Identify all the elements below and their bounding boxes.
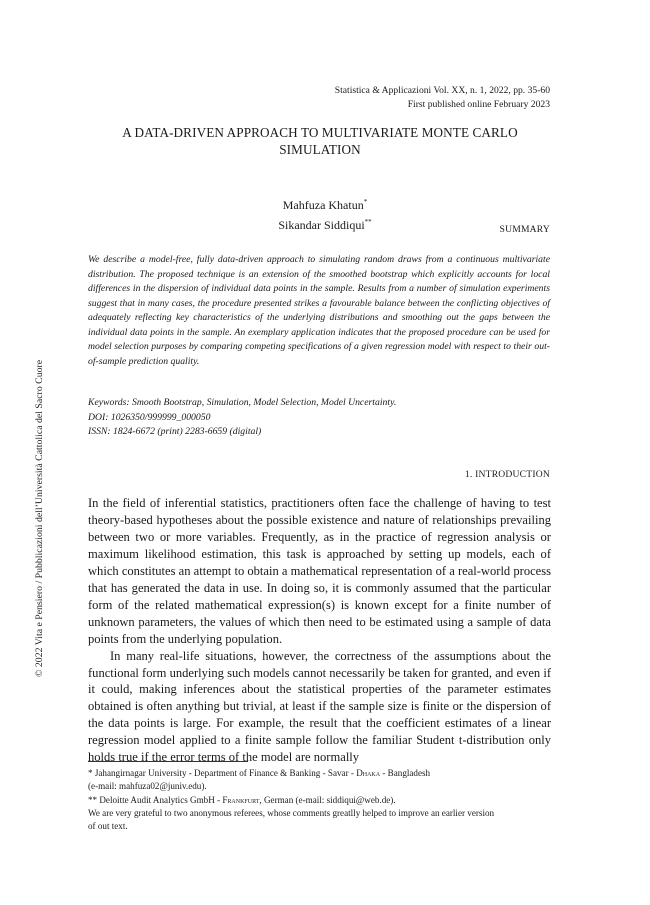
author-name: Mahfuza Khatun bbox=[282, 198, 364, 212]
city-name: Dhaka bbox=[356, 768, 381, 778]
introduction-body bbox=[88, 495, 551, 766]
keywords: Keywords: Smooth Bootstrap, Simulation, Model Selection, Model Uncertainty. bbox=[88, 397, 397, 408]
acknowledgement-continued: of out text. bbox=[88, 821, 128, 832]
acknowledgement: We are very grateful to two anonymous referees, whose comments greatlly helped to improve an earlier version bbox=[88, 807, 495, 818]
summary-heading: SUMMARY bbox=[499, 224, 550, 235]
journal-info bbox=[335, 84, 550, 111]
publication-date: First published online February 2023 bbox=[407, 98, 550, 110]
copyright-notice: © 2022 Vita e Pensiero / Pubblicazioni dell’Università Cattolica del Sacro Cuore bbox=[34, 359, 45, 677]
footnote-divider bbox=[88, 761, 248, 762]
paper-metadata bbox=[88, 396, 550, 440]
doi: DOI: 1026350/999999_000050 bbox=[88, 411, 211, 423]
footnote-affiliation-1: * Jahangirnagar University - Department of Finance & Banking - Savar - Dhaka - Bangladesh bbox=[88, 768, 431, 778]
city-name: Frankfurt bbox=[222, 794, 260, 805]
issn: ISSN: 1824-6672 (print) 2283-6659 (digital) bbox=[88, 426, 262, 437]
paper-title bbox=[90, 124, 550, 158]
author bbox=[200, 194, 450, 214]
journal-citation: Statistica & Applicazioni Vol. XX, n. 1, 2022, pp. 35-60 bbox=[334, 85, 550, 96]
author bbox=[200, 214, 450, 234]
footnotes bbox=[88, 767, 558, 833]
footnote-email-1: (e-mail: mahfuza02@juniv.edu). bbox=[88, 781, 207, 792]
author-list bbox=[200, 194, 450, 234]
footnote-mark: * bbox=[363, 198, 368, 206]
section-heading: 1. INTRODUCTION bbox=[464, 469, 550, 480]
footnote-mark: ** bbox=[364, 218, 372, 226]
footnote-affiliation-2: ** Deloitte Audit Analytics GmbH - Frankfurt, German (e-mail: siddiqui@web.de). bbox=[88, 794, 396, 805]
abstract-text: We describe a model-free, fully data-driven approach to simulating random draws from a continuous multivariate distribution. The proposed technique is an extension of the smoothed bootstrap which explicitly accounts for local differences in the dispersion of individual data points in the sample. Results from a number of simulation experiments suggest that in many cases, the procedure presented strikes a favourable balance between the conflicting objectives of adequately reflecting key characteristics of the underlying distributions and smoothing out the gaps between the individual data points in the sample. An exemplary application indicates that the proposed procedure can be used for model selection purposes by comparing competing specifications of a given regression model with respect to their out-of-sample prediction quality. bbox=[88, 254, 550, 367]
author-name: Sikandar Siddiqui bbox=[278, 218, 365, 232]
title-line-1: A DATA-DRIVEN APPROACH TO MULTIVARIATE MONTE CARLO bbox=[122, 125, 518, 140]
body-paragraph: In the field of inferential statistics, practitioners often face the challenge of having to test theory-based hypotheses about the possible existence and nature of relationships prevailing between two or more variables. Frequently, as in the practice of regression analysis or maximum likelihood estimation, this task is approached by setting up models, each of which constitutes an attempt to obtain a mathematical representation of a real-world process that has generated the data in use. In doing so, it is commonly assumed that the particular form of the related mathematical expression(s) is known except for a finite number of unknown parameters, the values of which then need to be estimated using a sample of data points from the underlying population. bbox=[88, 496, 551, 646]
body-paragraph: In many real-life situations, however, the correctness of the assumptions about the functional form underlying such models cannot necessarily be taken for granted, and even if it could, making inferences about the statistical properties of the parameter estimates obtained is often anything but trivial, at least if the sample size is finite or the dispersion of the data points is large. For example, the result that the coefficient estimates of a linear regression model applied to a finite sample follow the familiar Student t-distribution only holds true if the error terms of the model are normally bbox=[88, 648, 551, 765]
title-line-2: SIMULATION bbox=[279, 142, 361, 157]
